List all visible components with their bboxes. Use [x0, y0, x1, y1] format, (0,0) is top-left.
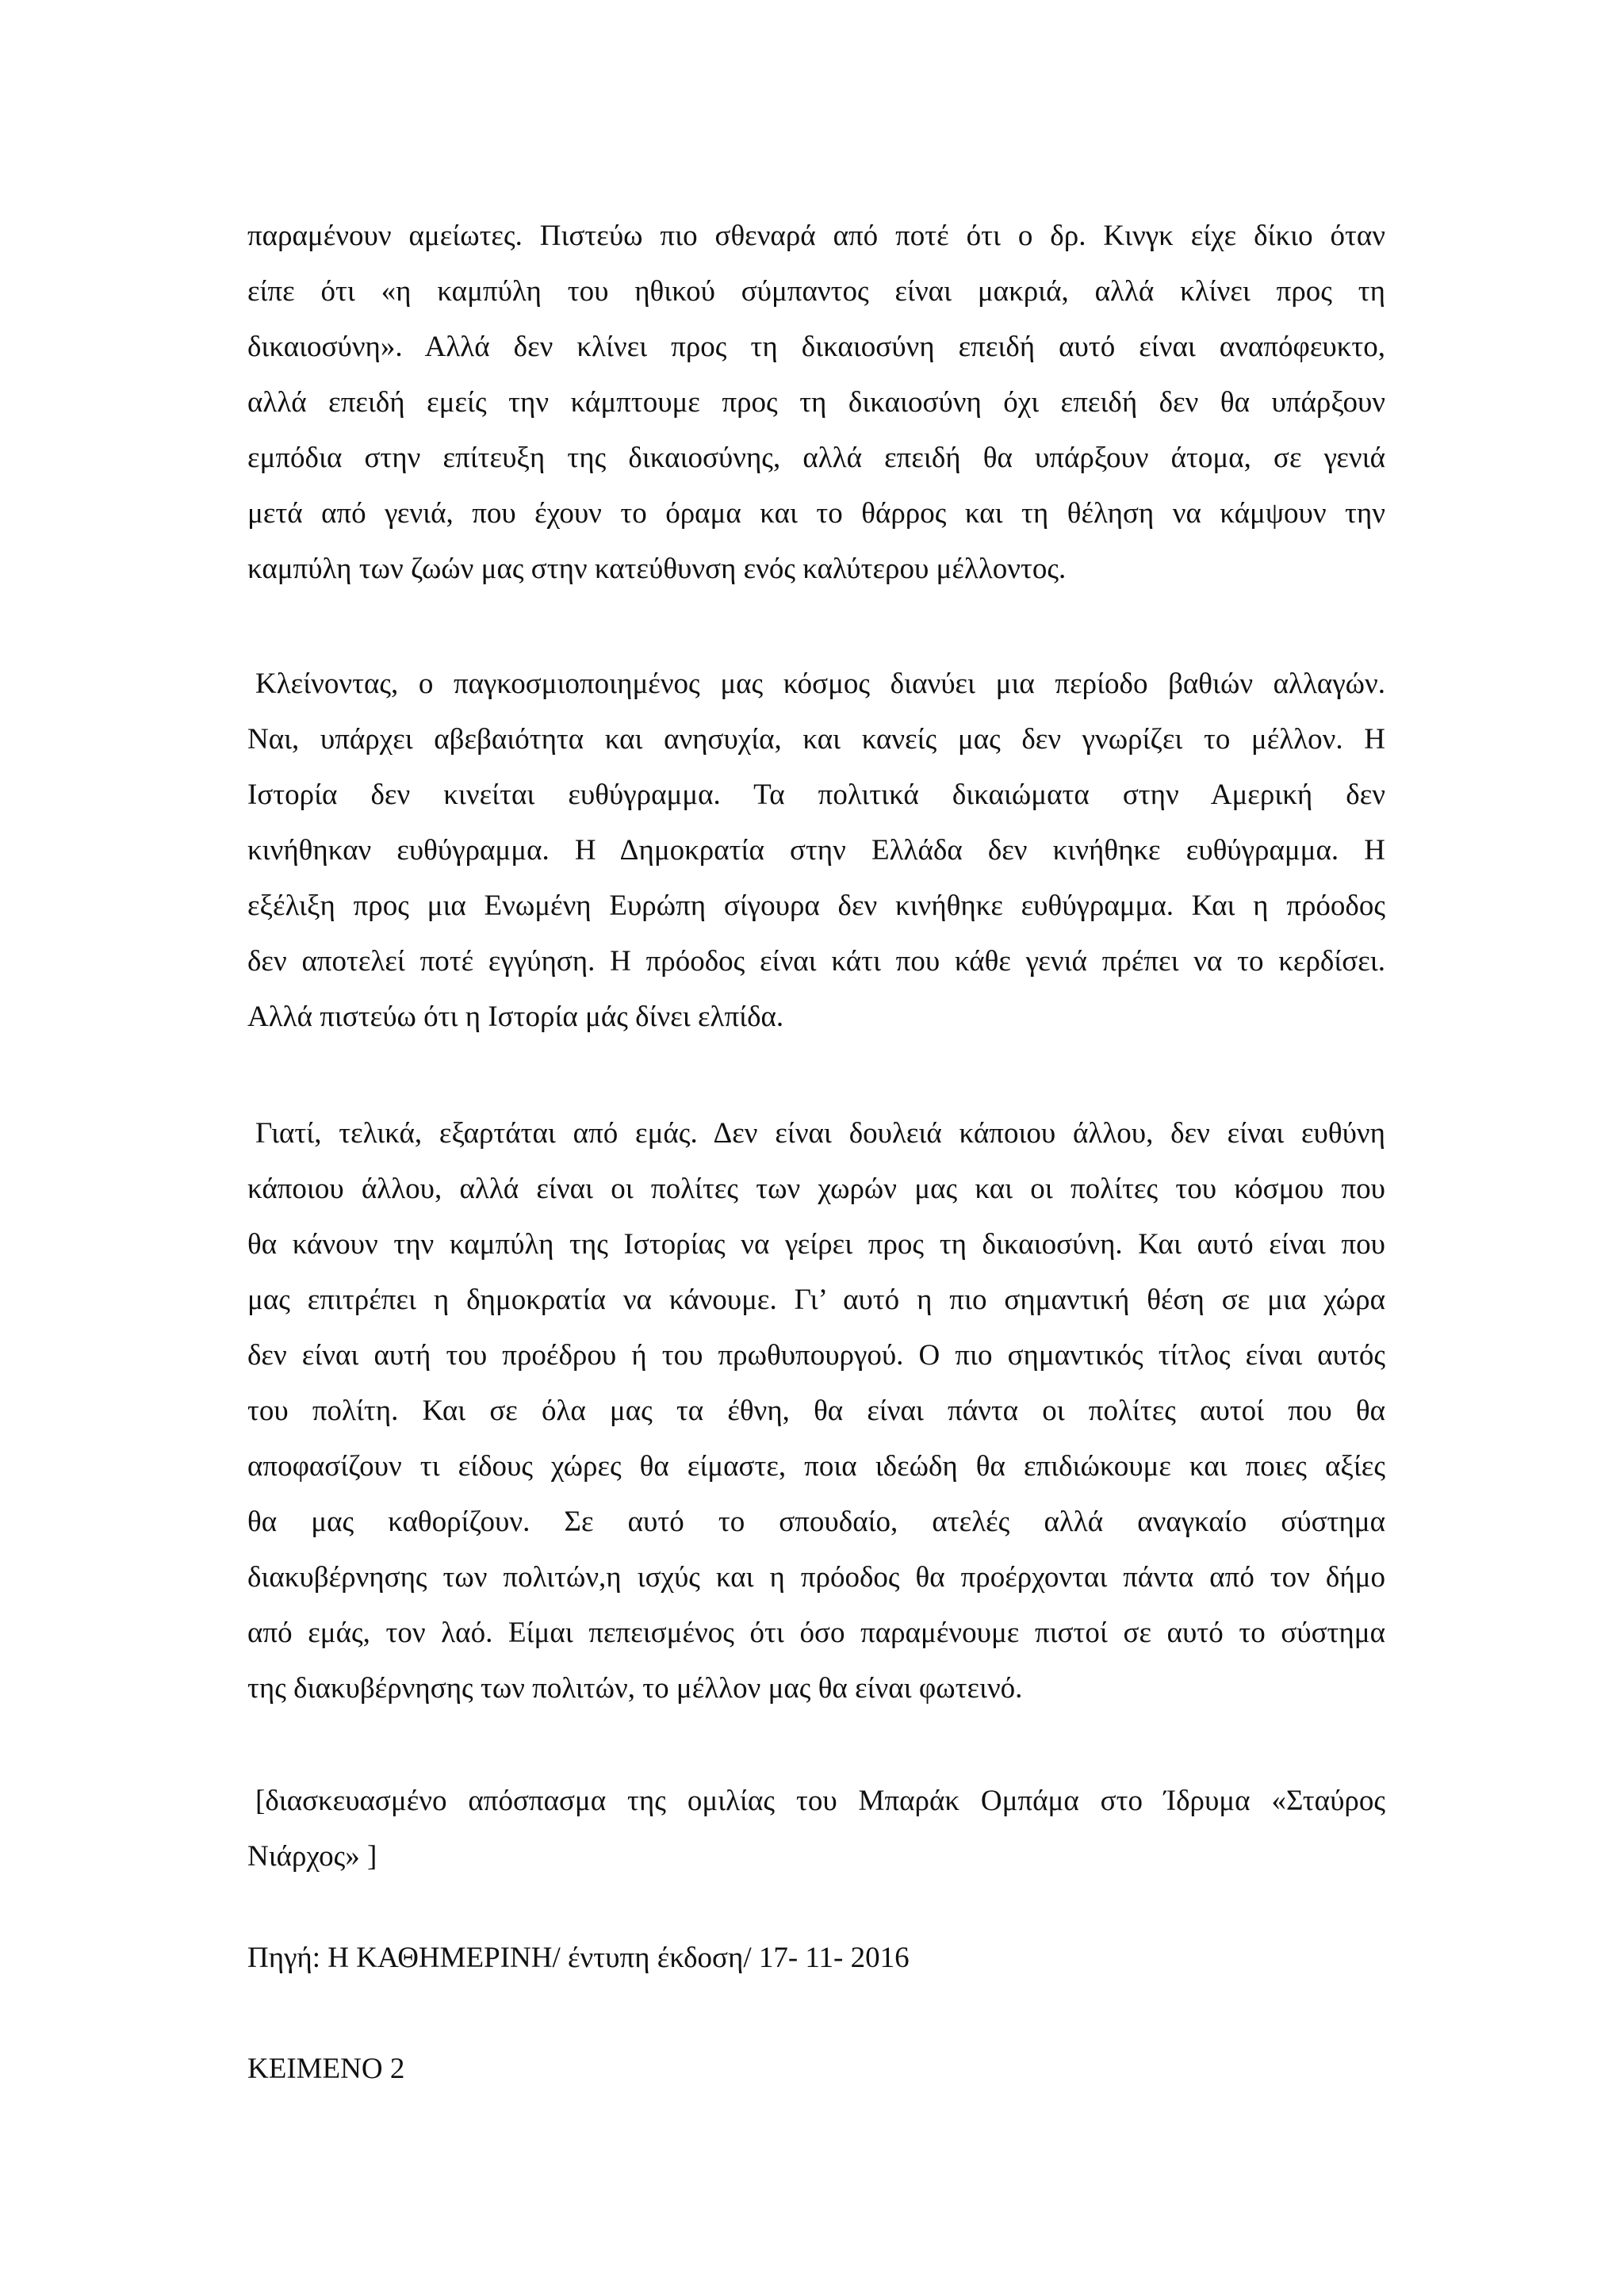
paragraph-line: Κλείνοντας, ο παγκοσμιοποιημένος μας κόσμος διανύει μια περίοδο βαθιών αλλαγών.: [255, 668, 1385, 700]
paragraph-line: του πολίτη. Και σε όλα μας τα έθνη, θα είναι πάντα οι πολίτες αυτοί που θα: [247, 1395, 1385, 1427]
paragraph-line: Αλλά πιστεύω ότι η Ιστορία μάς δίνει ελπίδα.: [247, 1001, 784, 1033]
paragraph-line: εμπόδια στην επίτευξη της δικαιοσύνης, αλλά επειδή θα υπάρξουν άτομα, σε γενιά: [247, 442, 1385, 474]
citation-line: Νιάρχος» ]: [247, 1840, 377, 1873]
paragraph-line: από εμάς, τον λαό. Είμαι πεπεισμένος ότι όσο παραμένουμε πιστοί σε αυτό το σύστημα: [247, 1617, 1385, 1649]
paragraph-line: δεν είναι αυτή του προέδρου ή του πρωθυπουργού. Ο πιο σημαντικός τίτλος είναι αυτός: [247, 1339, 1385, 1372]
source-line: Πηγή: Η ΚΑΘΗΜΕΡΙΝΗ/ έντυπη έκδοση/ 17- 11- 2016: [247, 1942, 910, 1974]
paragraph-line: δικαιοσύνη». Αλλά δεν κλίνει προς τη δικαιοσύνη επειδή αυτό είναι αναπόφευκτο,: [247, 331, 1385, 363]
citation: [247, 1774, 1385, 1885]
paragraph-line: θα μας καθορίζουν. Σε αυτό το σπουδαίο, ατελές αλλά αναγκαίο σύστημα: [247, 1506, 1385, 1538]
paragraph-line: Γιατί, τελικά, εξαρτάται από εμάς. Δεν είναι δουλειά κάποιου άλλου, δεν είναι ευθύνη: [255, 1117, 1385, 1150]
paragraph-line: μετά από γενιά, που έχουν το όραμα και το θάρρος και τη θέληση να κάμψουν την: [247, 497, 1385, 530]
paragraph-line: είπε ότι «η καμπύλη του ηθικού σύμπαντος είναι μακριά, αλλά κλίνει προς τη: [247, 275, 1385, 308]
paragraph-line: διακυβέρνησης των πολιτών,η ισχύς και η πρόοδος θα προέρχονται πάντα από τον δήμο: [247, 1561, 1385, 1594]
paragraph-line: εξέλιξη προς μια Ενωμένη Ευρώπη σίγουρα δεν κινήθηκε ευθύγραμμα. Και η πρόοδος: [247, 890, 1385, 922]
paragraph-line: δεν αποτελεί ποτέ εγγύηση. Η πρόοδος είναι κάτι που κάθε γενιά πρέπει να το κερδίσει.: [247, 945, 1385, 978]
paragraph-line: Ιστορία δεν κινείται ευθύγραμμα. Τα πολιτικά δικαιώματα στην Αμερική δεν: [247, 779, 1385, 811]
section-heading: ΚΕΙΜΕΝΟ 2: [247, 2053, 405, 2085]
paragraph-line: καμπύλη των ζωών μας στην κατεύθυνση ενός καλύτερου μέλλοντος.: [247, 553, 1067, 585]
paragraph-line: της διακυβέρνησης των πολιτών, το μέλλον μας θα είναι φωτεινό.: [247, 1672, 1023, 1705]
paragraph-line: κινήθηκαν ευθύγραμμα. Η Δημοκρατία στην Ελλάδα δεν κινήθηκε ευθύγραμμα. Η: [247, 834, 1385, 867]
paragraph-2: [247, 656, 1385, 1045]
paragraph-line: Ναι, υπάρχει αβεβαιότητα και ανησυχία, και κανείς μας δεν γνωρίζει το μέλλον. Η: [247, 723, 1385, 756]
paragraph-line: αποφασίζουν τι είδους χώρες θα είμαστε, ποια ιδεώδη θα επιδιώκουμε και ποιες αξίες: [247, 1450, 1385, 1483]
paragraph-line: αλλά επειδή εμείς την κάμπτουμε προς τη δικαιοσύνη όχι επειδή δεν θα υπάρξουν: [247, 386, 1385, 419]
paragraph-line: θα κάνουν την καμπύλη της Ιστορίας να γείρει προς τη δικαιοσύνη. Και αυτό είναι που: [247, 1228, 1385, 1261]
paragraph-line: κάποιου άλλου, αλλά είναι οι πολίτες των χωρών μας και οι πολίτες του κόσμου που: [247, 1173, 1385, 1205]
citation-line: [διασκευασμένο απόσπασμα της ομιλίας του Μπαράκ Ομπάμα στο Ίδρυμα «Σταύρος: [255, 1785, 1385, 1817]
paragraph-3: [247, 1106, 1385, 1716]
paragraph-line: μας επιτρέπει η δημοκρατία να κάνουμε. Γι’ αυτό η πιο σημαντική θέση σε μια χώρα: [247, 1284, 1385, 1316]
paragraph-line: παραμένουν αμείωτες. Πιστεύω πιο σθεναρά από ποτέ ότι ο δρ. Κινγκ είχε δίκιο όταν: [247, 220, 1385, 252]
paragraph-1: [247, 209, 1385, 597]
